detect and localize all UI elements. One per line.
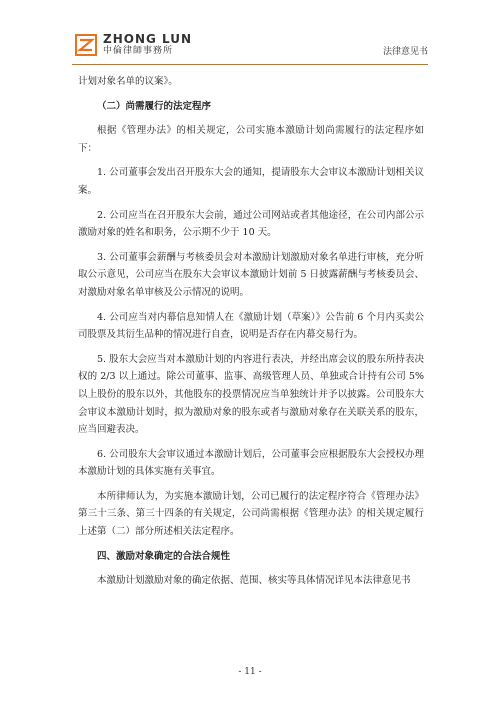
- section-heading-incentive-targets: 四、激励对象确定的合法合规性: [97, 550, 231, 562]
- paragraph-continued: 计划对象名单的议案》。: [78, 76, 178, 87]
- procedure-item-4: 4. 公司应当对内幕信息知情人在《激励计划（草案）》公告前 6 个月内买卖公司股票及其衍生品种的情况进行自查，说明是否存在内幕交易行为。: [78, 311, 424, 341]
- procedure-item-2: 2. 公司应当在召开股东大会前，通过公司网站或者其他途径，在公司内部公示激励对象的姓名和职务，公示期不少于 10 天。: [78, 209, 424, 239]
- logo-mark-icon: [75, 34, 97, 56]
- header-divider: [72, 64, 428, 65]
- document-body: [78, 73, 424, 590]
- page-header: [0, 0, 500, 70]
- paragraph-intro: 根据《管理办法》的相关规定，公司实施本激励计划尚需履行的法定程序如下：: [78, 125, 424, 154]
- document-type-label: 法律意见书: [382, 47, 428, 57]
- logo-chinese-name: 中倫律師事務所: [103, 46, 174, 56]
- procedure-item-5: 5. 股东大会应当对本激励计划的内容进行表决，并经出席会议的股东所持表决权的 2/3 以上通过。除公司董事、监事、高级管理人员、单独或合计持有公司 5%以上股份的股东以外，其他股东的投票情况应当单独统计并予以披露。公司股东大会审议本激励计划时，拟为激励对象的股东或者与激励对象存在关联关系的股东，应当回避表决。: [78, 353, 424, 436]
- procedure-item-1: 1. 公司董事会发出召开股东大会的通知，提请股东大会审议本激励计划相关议案。: [78, 167, 424, 196]
- logo-english-name: ZHONG LUN: [103, 32, 193, 46]
- section-heading-procedures: （二）尚需履行的法定程序: [97, 100, 212, 112]
- firm-logo: [75, 33, 192, 56]
- paragraph-incentive-targets: 本激励计划激励对象的确定依据、范围、核实等具体情况详见本法律意见书: [97, 575, 411, 587]
- procedure-item-3: 3. 公司董事会薪酬与考核委员会对本激励计划激励对象名单进行审核，充分听取公示意见，公司应当在股东大会审议本激励计划前 5 日披露薪酬与考核委员会、对激励对象名单审核及公示情况的说明。: [78, 251, 424, 298]
- paragraph-opinion: 本所律师认为，为实施本激励计划，公司已履行的法定程序符合《管理办法》第三十三条、第三十四条的有关规定，公司尚需根据《管理办法》的相关规定履行上述第（二）部分所述相关法定程序。: [78, 490, 424, 538]
- page-number: - 11 -: [238, 667, 262, 677]
- procedure-item-6: 6. 公司股东大会审议通过本激励计划后，公司董事会应根据股东大会授权办理本激励计划的具体实施有关事宜。: [78, 448, 424, 478]
